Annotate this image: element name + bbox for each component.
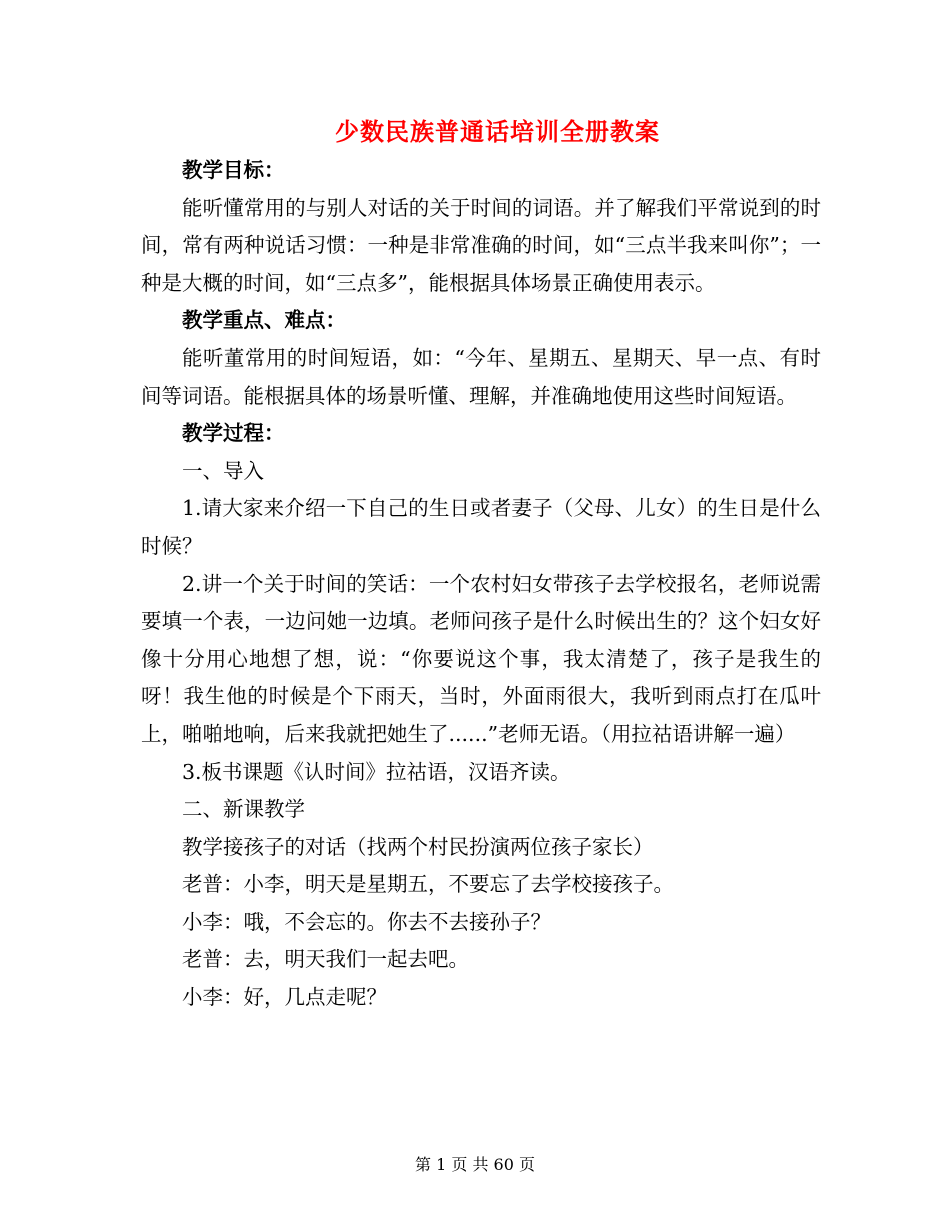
paragraph-dialogue-line: 老普：去，明天我们一起去吧。 bbox=[182, 947, 469, 972]
page-footer: 第 1 页 共 60 页 bbox=[415, 1155, 535, 1174]
paragraph-dialogue-line: 小李：好，几点走呢？ bbox=[182, 985, 387, 1010]
document-body bbox=[141, 152, 821, 1017]
paragraph-intro-1: 1.请大家来介绍一下自己的生日或者妻子（父母、儿女）的生日是什么时候？ bbox=[141, 496, 821, 558]
paragraph-section-intro: 一、导入 bbox=[182, 458, 264, 483]
page-title: 少数民族普通话培训全册教案 bbox=[335, 117, 660, 146]
heading-teaching-goals: 教学目标： bbox=[182, 158, 285, 182]
paragraph-dialogue-line: 小李：哦，不会忘的。你去不去接孙子？ bbox=[182, 909, 551, 934]
paragraph-key-points: 能听董常用的时间短语，如：“今年、星期五、星期天、早一点、有时间等词语。能根据具体的场景听懂、理解，并准确地使用这些时间短语。 bbox=[141, 345, 821, 408]
paragraph-dialogue-line: 老普：小李，明天是星期五，不要忘了去学校接孩子。 bbox=[182, 872, 674, 897]
paragraph-intro-2: 2.讲一个关于时间的笑话：一个农村妇女带孩子去学校报名，老师说需要填一个表，一边问她一边填。老师问孩子是什么时候出生的？这个妇女好像十分用心地想了想，说：“你要说这个事，我太清楚了，孩子是我生的呀！我生他的时候是个下雨天，当时，外面雨很大，我听到雨点打在瓜叶上，啪啪地响，后来我就把她生了......”老师无语。（用拉祜语讲解一遍） bbox=[141, 571, 821, 746]
heading-key-points: 教学重点、难点： bbox=[182, 308, 346, 333]
paragraph-teaching-goals: 能听懂常用的与别人对话的关于时间的词语。并了解我们平常说到的时间，常有两种说话习惯：一种是非常准确的时间，如“三点半我来叫你”；一种是大概的时间，如“三点多”，能根据具体场景正确使用表示。 bbox=[141, 195, 821, 295]
paragraph-intro-3: 3.板书课题《认时间》拉祜语，汉语齐读。 bbox=[182, 759, 571, 784]
heading-teaching-process: 教学过程： bbox=[182, 421, 285, 446]
paragraph-section-new-lesson: 二、新课教学 bbox=[182, 797, 305, 822]
paragraph-dialogue-intro: 教学接孩子的对话（找两个村民扮演两位孩子家长） bbox=[182, 834, 654, 859]
